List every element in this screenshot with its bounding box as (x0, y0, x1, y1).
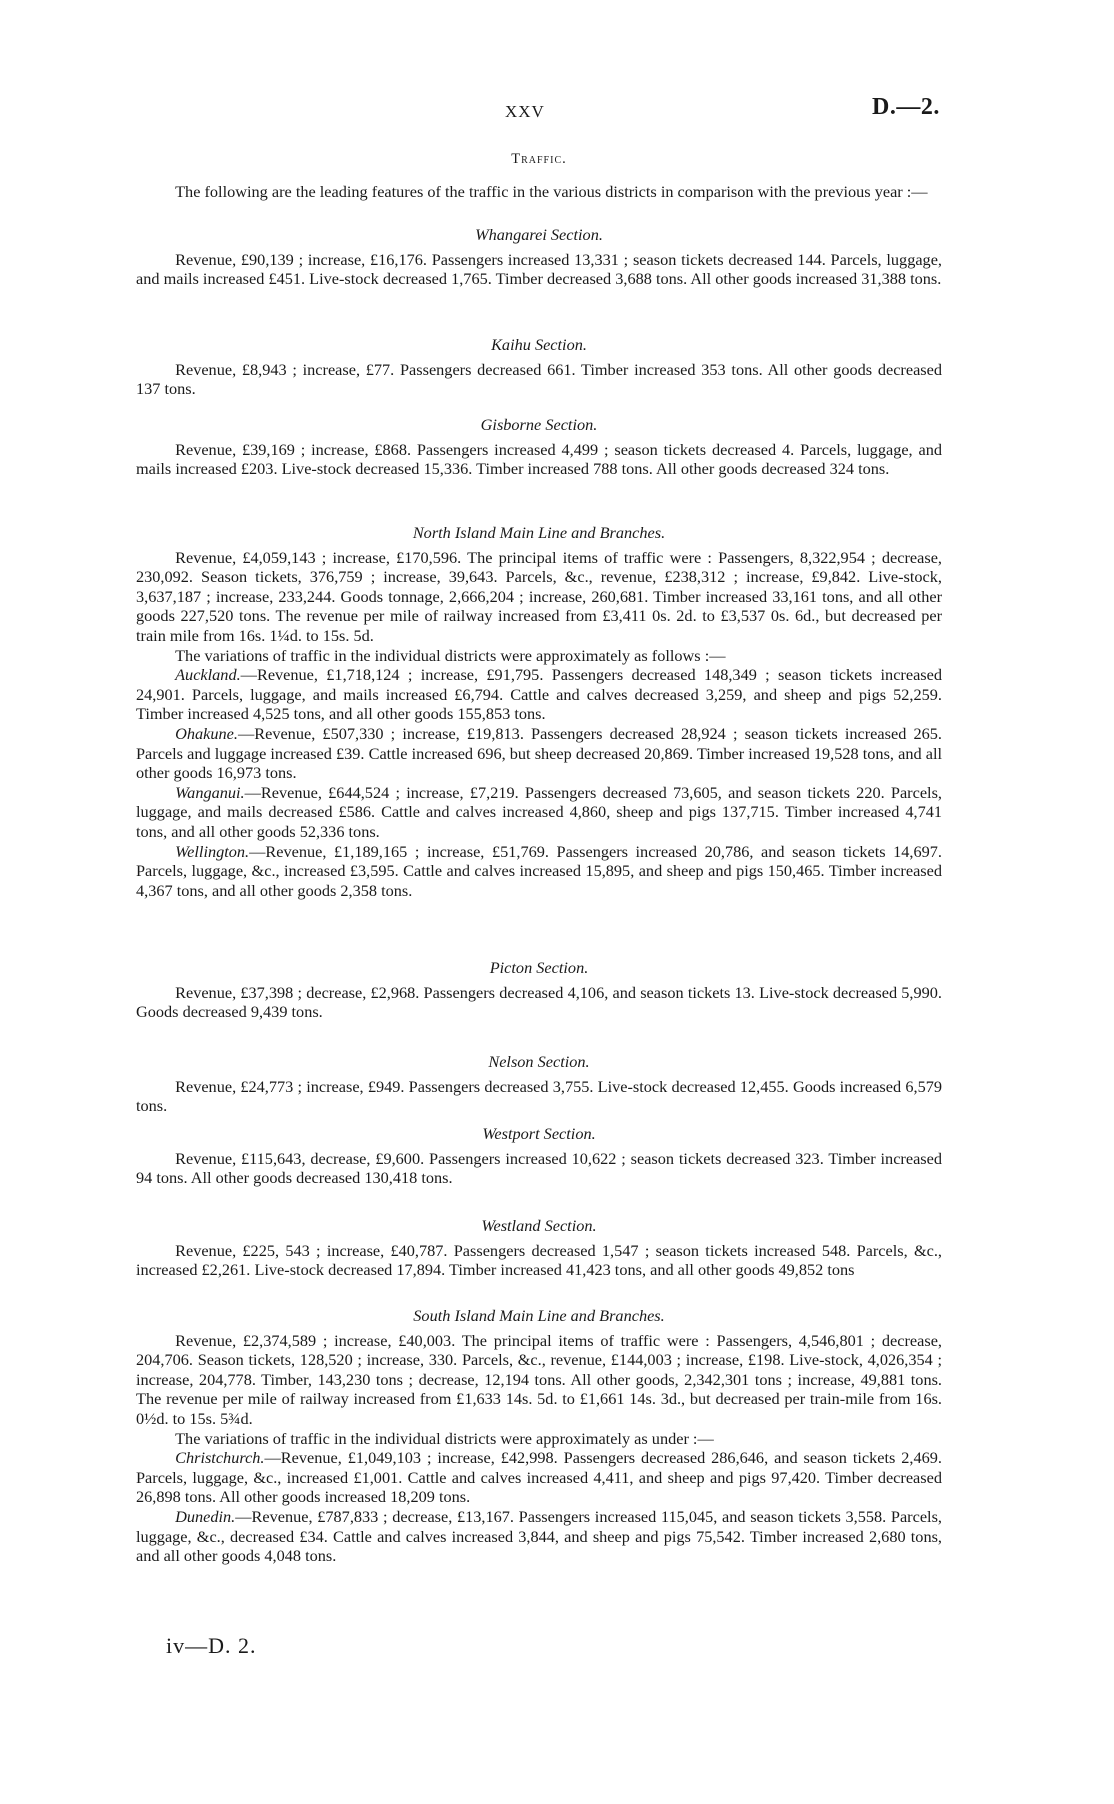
section-heading: Westport Section. (482, 1124, 596, 1143)
section-paragraph: Revenue, £8,943 ; increase, £77. Passengers decreased 661. Timber increased 353 tons. All other goods decreased 137 tons. (136, 359, 942, 399)
section-north-island-main-line (136, 523, 942, 900)
district-text: —Revenue, £1,049,103 ; increase, £42,998. Passengers decreased 286,646, and season tickets 2,469. Parcels, luggage, &c., increased £1,001. Cattle and calves increased 4,411, and sheep and pigs 97,420. Timber decreased 26,898 tons. All other goods increased 18,209 tons. (136, 1448, 942, 1507)
variations-intro: The variations of traffic in the individual districts were approximately as follows :— (175, 645, 726, 665)
variations-intro: The variations of traffic in the individual districts were approximately as under :— (175, 1428, 714, 1448)
district-name: Wellington. (175, 841, 250, 861)
section-paragraph: Revenue, £225, 543 ; increase, £40,787. Passengers decreased 1,547 ; season tickets increased 548. Parcels, &c., increased £2,261. Live-stock decreased 17,894. Timber increased 41,423 tons, and all other goods 49,852 tons (136, 1240, 942, 1280)
district-name: Wanganui. (175, 782, 245, 802)
section-heading: Kaihu Section. (491, 335, 587, 354)
section-south-island-main-line (136, 1306, 942, 1566)
district-text: —Revenue, £507,330 ; increase, £19,813. Passengers decreased 28,924 ; season tickets increased 265. Parcels and luggage increased £39. Cattle increased 696, but sheep decreased 20,869. Timber increased 19,528 tons, and all other goods 16,973 tons. (136, 723, 942, 783)
district-text: —Revenue, £1,189,165 ; increase, £51,769. Passengers increased 20,786, and season tickets 14,697. Parcels, luggage, &c., increased £3,595. Cattle and calves increased 15,895, and sheep and pigs 150,465. Timber increased 4,367 tons, and all other goods 2,358 tons. (136, 841, 942, 900)
intro-block (136, 182, 942, 202)
district-name: Dunedin. (175, 1506, 236, 1526)
section-kaihu (136, 335, 942, 399)
district-name: Christchurch. (175, 1448, 265, 1468)
page-number: XXV (505, 102, 545, 121)
section-paragraph: Revenue, £39,169 ; increase, £868. Passengers increased 4,499 ; season tickets decreased 4. Parcels, luggage, and mails increased £203. Live-stock decreased 15,336. Timber increased 788 tons. All other goods decreased 324 tons. (136, 439, 942, 479)
section-paragraph: Revenue, £2,374,589 ; increase, £40,003. The principal items of traffic were : Passengers, 4,546,801 ; decrease, 204,706. Season tickets, 128,520 ; increase, 330. Parcels, &c., revenue, £144,003 ; increase, £198. Live-stock, 4,026,354 ; increase, 204,778. Timber, 143,230 tons ; decrease, 12,194 tons. All other goods, 2,342,301 tons ; increase, 49,881 tons. The revenue per mile of railway increased from £1,633 14s. 5d. to £1,661 14s. 3d., but decreased per train-mile from 16s. 0½d. to 15s. 5¾d. (136, 1330, 942, 1428)
section-gisborne (136, 415, 942, 479)
district-paragraph (136, 783, 942, 842)
district-text: —Revenue, £787,833 ; decrease, £13,167. Passengers increased 115,045, and season tickets 3,558. Parcels, luggage, &c., decreased £34. Cattle and calves increased 3,844, and sheep and pigs 75,542. Timber increased 2,680 tons, and all other goods 4,048 tons. (136, 1506, 942, 1566)
footer-signature: iv—D. 2. (166, 1633, 257, 1658)
section-heading: Picton Section. (489, 958, 589, 977)
section-westland (136, 1216, 942, 1280)
section-paragraph: Revenue, £37,398 ; decrease, £2,968. Passengers decreased 4,106, and season tickets 13. Live-stock decreased 5,990. Goods decreased 9,439 tons. (136, 982, 942, 1022)
district-paragraph (136, 1507, 942, 1566)
section-westport (136, 1124, 942, 1188)
district-paragraph (136, 665, 942, 724)
section-heading: South Island Main Line and Branches. (413, 1306, 665, 1325)
section-heading: Whangarei Section. (475, 225, 603, 244)
section-nelson (136, 1052, 942, 1116)
district-paragraph (136, 1448, 942, 1507)
section-heading: Westland Section. (481, 1216, 597, 1235)
section-heading: Nelson Section. (488, 1052, 590, 1071)
district-text: —Revenue, £1,718,124 ; increase, £91,795. Passengers decreased 148,349 ; season tickets increased 24,901. Parcels, luggage, and mails increased £6,794. Cattle and calves decreased 3,259, and sheep and pigs 52,259. Timber increased 4,525 tons, and all other goods 155,853 tons. (136, 665, 942, 724)
section-paragraph: Revenue, £4,059,143 ; increase, £170,596. The principal items of traffic were : Passengers, 8,322,954 ; decrease, 230,092. Season tickets, 376,759 ; increase, 39,643. Parcels, &c., revenue, £238,312 ; increase, £9,842. Live-stock, 3,637,187 ; increase, 233,244. Goods tonnage, 2,666,204 ; increase, 260,681. Timber increased 33,161 tons, and all other goods 227,520 tons. The revenue per mile of railway increased from £3,411 0s. 2d. to £3,537 0s. 6d., but decreased per train mile from 16s. 1¼d. to 15s. 5d. (136, 547, 942, 645)
section-paragraph: Revenue, £115,643, decrease, £9,600. Passengers increased 10,622 ; season tickets decreased 323. Timber increased 94 tons. All other goods decreased 130,418 tons. (136, 1148, 942, 1188)
section-paragraph: Revenue, £24,773 ; increase, £949. Passengers decreased 3,755. Live-stock decreased 12,455. Goods increased 6,579 tons. (136, 1076, 942, 1116)
page-title: Traffic. (511, 151, 567, 167)
district-name: Auckland. (175, 665, 241, 685)
section-heading: North Island Main Line and Branches. (412, 523, 666, 542)
district-text: —Revenue, £644,524 ; increase, £7,219. Passengers decreased 73,605, and season tickets 220. Parcels, luggage, and mails decreased £586. Cattle and calves increased 4,860, sheep and pigs 137,715. Timber increased 4,741 tons, and all other goods 52,336 tons. (136, 782, 942, 841)
district-name: Ohakune. (175, 723, 238, 743)
district-paragraph (136, 724, 942, 783)
district-paragraph (136, 842, 942, 901)
intro-paragraph: The following are the leading features of the traffic in the various districts in comparison with the previous year :— (175, 182, 928, 201)
section-picton (136, 958, 942, 1022)
section-whangarei (136, 225, 942, 289)
section-heading: Gisborne Section. (480, 415, 598, 434)
section-paragraph: Revenue, £90,139 ; increase, £16,176. Passengers increased 13,331 ; season tickets decreased 144. Parcels, luggage, and mails increased £451. Live-stock decreased 1,765. Timber decreased 3,688 tons. All other goods increased 31,388 tons. (136, 249, 942, 289)
document-reference: D.—2. (872, 94, 940, 120)
